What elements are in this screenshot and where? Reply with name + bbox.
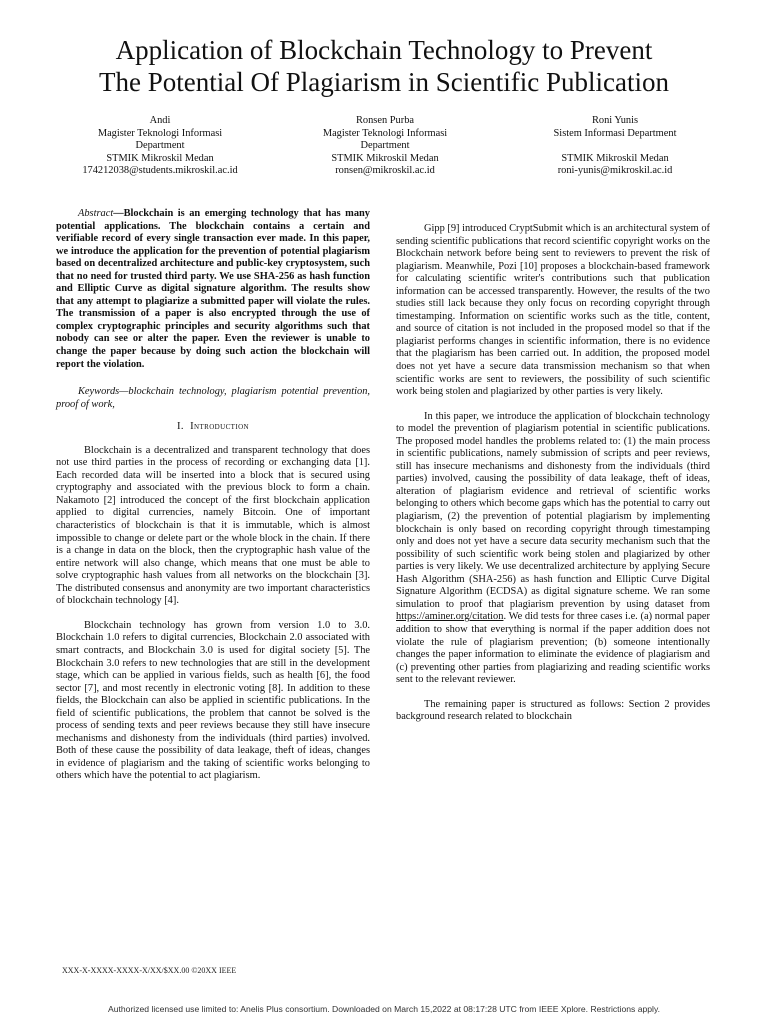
author-email: ronsen@mikroskil.ac.id bbox=[335, 165, 435, 177]
author-affiliation: Magister Teknologi Informasi bbox=[97, 127, 223, 139]
author-2 bbox=[270, 115, 500, 178]
structure-paragraph: The remaining paper is structured as follows: Section 2 provides background research related to blockchain bbox=[396, 698, 710, 723]
section-heading-introduction bbox=[56, 421, 370, 434]
author-name: Andi bbox=[149, 115, 171, 126]
author-institution: STMIK Mikroskil Medan bbox=[561, 152, 669, 164]
abstract-body: Blockchain is an emerging technology that has many potential applications. The blockchain contains a certain and verifiable record of every single transaction ever made. In this paper, we introduce the application for the prevention of potential plagiarism based on decentralized architecture and public-key cryptosystem, such that no need for trusted third party. We use SHA-256 as hash function and Elliptic Curve as digital signature algorithm. The results show that any attempt to plagiarize a submitted paper will violate the rules. The transmission of a paper is also encrypted through the use of complex cryptographic principles and security algorithms such that nobody can see or alter the paper. Even the reviewer is unable to change the paper because by doing such action the blockchain will report the violation. bbox=[56, 208, 370, 370]
title-line-1: Application of Blockchain Technology to Prevent bbox=[115, 35, 653, 65]
author-institution: STMIK Mikroskil Medan bbox=[106, 152, 214, 164]
author-affiliation: Sistem Informasi Department bbox=[553, 127, 677, 139]
author-3 bbox=[500, 115, 730, 178]
intro-paragraph-2: Blockchain technology has grown from version 1.0 to 3.0. Blockchain 1.0 refers to digital currencies, Blockchain 2.0 associated with smart contracts, and Blockchain 3.0 is used for digital society [5]. The Blockchain 3.0 refers to new technologies that are still in the development stage, which can be applied in various fields, such as health [6], the food sector [7], and most recently in electronic voting [8]. In addition to these fields, the Blockchain can also be applied in scientific publications. In the field of scientific publications, the problem that cannot be solved is the process of sending texts and peer reviews because they still have insecure mechanisms and dishonesty from the individuals (third parties) involved. Both of these cause the possibility of data leakage, theft of ideas, changes in evidence of plagiarism and the taking of scientific works belonging to others which have the potential to act plagiarism. bbox=[56, 619, 370, 782]
author-affiliation-2: Department bbox=[135, 140, 185, 152]
author-1 bbox=[45, 115, 275, 178]
title-line-2: The Potential Of Plagiarism in Scientific Publication bbox=[99, 67, 669, 97]
right-column bbox=[396, 223, 710, 724]
contribution-text: In this paper, we introduce the application of blockchain technology to model the prevention of plagiarism potential in scientific publications. The proposed model handles the problems related to: (1) the main process in scientific publications, namely submission of scripts and peer reviews, still has insecure mechanisms and dishonesty from the individuals (third parties) involved, causing the possibility of data leakage, theft of ideas, alteration of plagiarism evidence and retrieval of scientific works belonging to others which become gaps which has the potential to carry out plagiarism, (2) the prevention of potential plagiarism by implementing blockchain is only based on recording copyright through timestamping only and does not yet have a secure data security mechanism such that the possibility of such scientific work being stolen and plagiarized by other parties is very likely. We use decentralized architecture by applying Secure Hash Algorithm (SHA-256) as hash function and Elliptic Curve Digital Signature Algorithm (ECDSA) as digital signature scheme. We ran some simulation to proof that plagiarism prevention by using dataset from bbox=[396, 410, 710, 610]
author-affiliation-2: Department bbox=[360, 140, 410, 152]
section-title: Introduction bbox=[190, 421, 249, 433]
abstract-label: Abstract bbox=[78, 208, 114, 219]
abstract-dash: — bbox=[113, 208, 124, 219]
license-notice: Authorized licensed use limited to: Anelis Plus consortium. Downloaded on March 15,2022 at 08:17:28 UTC from IEEE Xplore. Restrictions apply. bbox=[107, 1004, 661, 1014]
related-work-paragraph: Gipp [9] introduced CryptSubmit which is an architectural system of sending scientific publications that record scientific copyright works on the Blockchain network before being sent to reviewers to prevent the risk of plagiarism. Meanwhile, Pozi [10] proposes a blockchain-based framework for calculating scientific writer's contributions such that publication information can be accessed transparently. However, the results of the two studies still lack because they only focus on recording copyright through timestamping. Information on scientific works such as the title, content, and source of citation is not included in the proposed model so that if the plagiarist performs changes in scientific information, there is no evidence that the plagiarism has been carried out. In addition, the proposed model does not yet have a secure data transmission mechanism so that when scientific works are sent to reviewers, the possibility of such scientific work being stolen and plagiarized by other parties is very likely. bbox=[396, 223, 710, 398]
author-email: 174212038@students.mikroskil.ac.id bbox=[82, 165, 238, 177]
contribution-text-cont: . We did tests for three cases i.e. (a) normal paper addition to show that everything is normal if the paper addition does not violate the rule of plagiarism prevention; (b) someone intentionally changes the paper information to eliminate the evidence of plagiarism and (c) preventing other parties from plagiarizing and reading scientific works sent to the relevant reviewer. bbox=[396, 611, 710, 686]
left-column bbox=[56, 208, 370, 783]
author-name: Ronsen Purba bbox=[355, 115, 414, 126]
intro-paragraph-1: Blockchain is a decentralized and transparent technology that does not use third parties in the process of recording or exchanging data [1]. Each recorded data will be inserted into a block that is secured using cryptography and associated with the previous block to form a chain. Nakamoto [2] introduced the concept of the first blockchain application applied to digital currencies, namely Bitcoin. One of important characteristics of blockchain is that it is immutable, which is almost impossible to change or delete part or the whole block in the chain. If there is a change in data on the block, then the cryptographic hash value of the entire network will also change, which means that one must be able to solve cryptographic hash values from all networks on the blockchain [3]. The distributed consensus and anonymity are two important characteristics of blockchain technology [4]. bbox=[56, 444, 370, 607]
author-affiliation-2 bbox=[500, 140, 730, 153]
paper-title bbox=[40, 34, 728, 98]
copyright-id: XXX-X-XXXX-XXXX-X/XX/$XX.00 ©20XX IEEE bbox=[62, 966, 237, 975]
author-affiliation: Magister Teknologi Informasi bbox=[322, 127, 448, 139]
author-email: roni-yunis@mikroskil.ac.id bbox=[557, 165, 673, 177]
author-name: Roni Yunis bbox=[591, 115, 639, 126]
author-institution: STMIK Mikroskil Medan bbox=[331, 152, 439, 164]
abstract bbox=[56, 208, 370, 371]
dataset-link[interactable]: https://aminer.org/citation bbox=[396, 611, 504, 623]
contribution-paragraph bbox=[396, 411, 710, 687]
section-number: I. bbox=[177, 421, 184, 433]
keywords: Keywords—blockchain technology, plagiarism potential prevention, proof of work, bbox=[56, 386, 370, 410]
